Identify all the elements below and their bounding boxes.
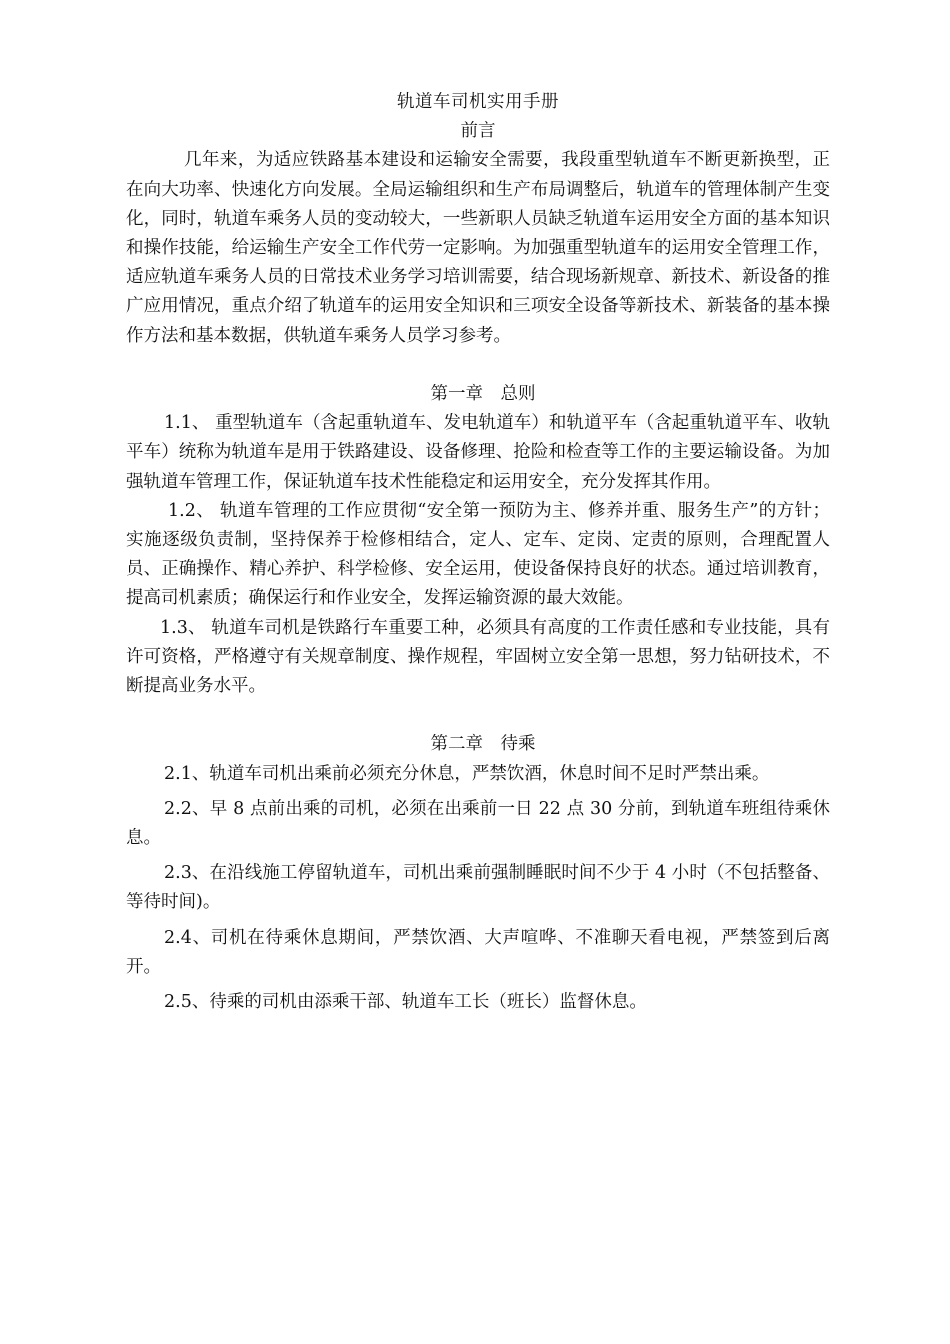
chapter-2-heading: 第二章 待乘: [430, 734, 536, 755]
chapter-1-heading: 第一章 总则: [430, 384, 536, 405]
section-gap: [126, 351, 830, 380]
chapter-2-item-3: 2.3、在沿线施工停留轨道车，司机出乘前强制睡眠时间不少于 4 小时（不包括整备、等待时间)。: [126, 863, 830, 913]
chapter-2-item-1: 2.1、轨道车司机出乘前必须充分休息，严禁饮酒，休息时间不足时严禁出乘。: [164, 763, 770, 784]
document-body: [126, 88, 830, 1017]
chapter-2-item-2: 2.2、早 8 点前出乘的司机，必须在出乘前一日 22 点 30 分前，到轨道车班组待乘休息。: [126, 798, 830, 849]
chapter-1-item-2: 1.2、 轨道车管理的工作应贯彻“安全第一预防为主、修养并重、服务生产”的方针；实施逐级负责制，坚持保养于检修相结合，定人、定车、定岗、定责的原则，合理配置人员、正确操作、精心养护、科学检修、安全运用，使设备保持良好的状态。通过培训教育，提高司机素质；确保运行和作业安全，发挥运输资源的最大效能。: [126, 500, 830, 609]
chapter-1-item-3: 1.3、 轨道车司机是铁路行车重要工种，必须具有高度的工作责任感和专业技能，具有许可资格，严格遵守有关规章制度、操作规程，牢固树立安全第一思想，努力钻研技术，不断提高业务水平。: [126, 617, 830, 697]
chapter-2-item-5: 2.5、待乘的司机由添乘干部、轨道车工长（班长）监督休息。: [164, 992, 647, 1013]
section-gap: [126, 701, 830, 730]
chapter-2-item-4: 2.4、司机在待乘休息期间，严禁饮酒、大声喧哗、不准聊天看电视，严禁签到后离开。: [126, 927, 830, 977]
preface-paragraph: 几年来，为适应铁路基本建设和运输安全需要，我段重型轨道车不断更新换型，正在向大功率、快速化方向发展。全局运输组织和生产布局调整后，轨道车的管理体制产生变化，同时，轨道车乘务人员的变动较大，一些新职人员缺乏轨道车运用安全方面的基本知识和操作技能，给运输生产安全工作代劳一定影响。为加强重型轨道车的运用安全管理工作，适应轨道车乘务人员的日常技术业务学习培训需要，结合现场新规章、新技术、新设备的推广应用情况，重点介绍了轨道车的运用安全知识和三项安全设备等新技术、新装备的基本操作方法和基本数据，供轨道车乘务人员学习参考。: [126, 150, 830, 346]
chapter-1-item-1: 1.1、 重型轨道车（含起重轨道车、发电轨道车）和轨道平车（含起重轨道平车、收轨平车）统称为轨道车是用于铁路建设、设备修理、抢险和检查等工作的主要运输设备。为加强轨道车管理工作，保证轨道车技术性能稳定和运用安全，充分发挥其作用。: [126, 413, 830, 492]
preface-heading: 前言: [460, 121, 496, 142]
document-title: 轨道车司机实用手册: [397, 92, 559, 112]
